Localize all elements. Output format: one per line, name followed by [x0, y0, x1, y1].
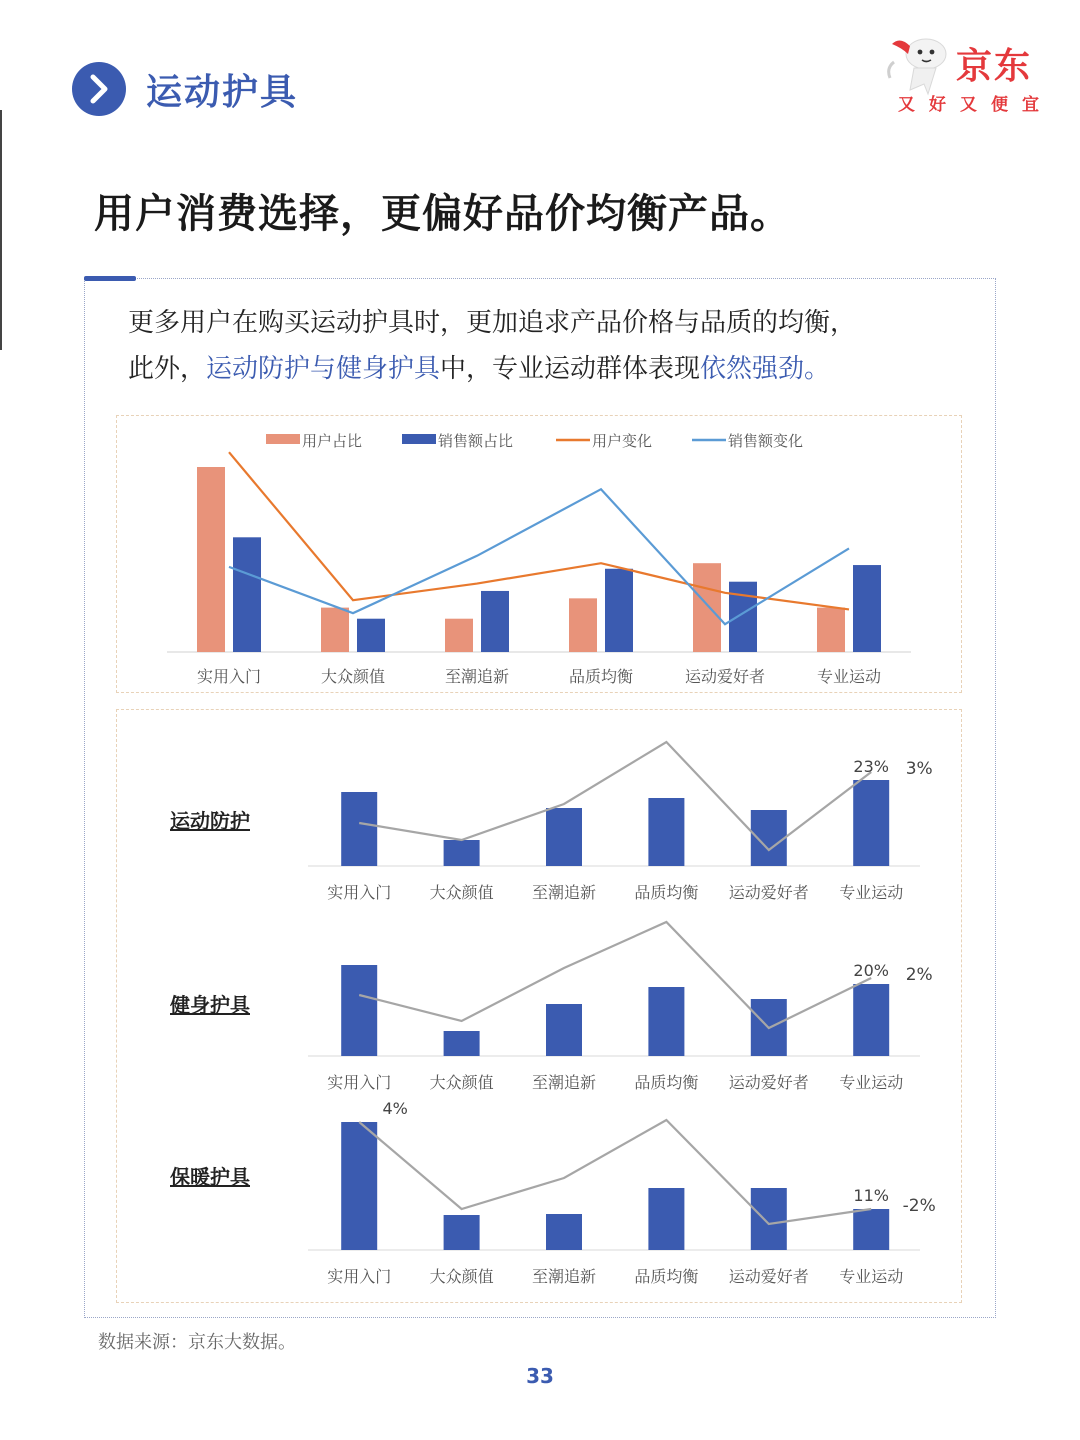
x-tick-label: 大众颜值 [429, 883, 494, 902]
data-label: 20% [853, 961, 889, 980]
bar [546, 1004, 582, 1056]
bar-user-share [569, 598, 597, 652]
bar-sales-share [357, 619, 385, 652]
bar [853, 780, 889, 866]
series-line [359, 1120, 871, 1224]
bar-sales-share [233, 537, 261, 652]
data-label: -2% [902, 1196, 936, 1216]
x-tick-label: 至潮追新 [444, 667, 510, 686]
bar-user-share [693, 563, 721, 652]
x-tick-label: 实用入门 [327, 1267, 392, 1286]
x-tick-label: 品质均衡 [634, 1267, 699, 1286]
intro-text: 此外， [128, 354, 207, 384]
x-tick-label: 实用入门 [327, 883, 392, 902]
bar [341, 965, 377, 1056]
x-tick-label: 至潮追新 [531, 1267, 597, 1286]
x-tick-label: 实用入门 [327, 1073, 392, 1092]
legend-swatch [402, 434, 436, 444]
bar [546, 1214, 582, 1250]
jd-slogan: 又好又便宜 [898, 95, 1053, 115]
bar [546, 808, 582, 866]
page-number: 33 [526, 1364, 554, 1388]
x-tick-label: 大众颜值 [320, 667, 386, 686]
data-label: 2% [905, 965, 933, 985]
x-tick-label: 运动爱好者 [684, 667, 766, 686]
intro-line-1: 更多用户在购买运动护具时，更加追求产品价格与品质的均衡， [128, 308, 857, 338]
row-label: 保暖护具 [170, 1165, 250, 1189]
bar [444, 840, 480, 866]
series-line [359, 922, 871, 1028]
x-tick-label: 专业运动 [839, 1267, 904, 1286]
x-tick-label: 运动爱好者 [728, 1073, 809, 1092]
x-tick-label: 专业运动 [839, 1073, 904, 1092]
data-label: 3% [905, 759, 933, 779]
x-tick-label: 品质均衡 [634, 1073, 699, 1092]
legend-label: 销售额变化 [728, 432, 804, 450]
legend-label: 用户占比 [302, 432, 363, 450]
x-tick-label: 专业运动 [816, 667, 882, 686]
bar-user-share [445, 619, 473, 652]
bar [341, 1122, 377, 1250]
bar-sales-share [481, 591, 509, 652]
bar-user-share [197, 467, 225, 652]
bar [444, 1031, 480, 1056]
bar-sales-share [729, 582, 757, 652]
data-label: 11% [853, 1186, 889, 1205]
x-tick-label: 大众颜值 [429, 1073, 494, 1092]
bar [648, 798, 684, 866]
row-label: 运动防护 [170, 809, 250, 833]
x-tick-label: 大众颜值 [429, 1267, 494, 1286]
bar [751, 1188, 787, 1250]
bar [648, 1188, 684, 1250]
data-source-note: 数据来源：京东大数据。 [98, 1332, 296, 1353]
x-tick-label: 品质均衡 [568, 667, 634, 686]
data-label: 4% [382, 1099, 408, 1118]
intro-highlight: 依然强劲。 [700, 354, 831, 384]
legend-swatch [266, 434, 300, 444]
legend-label: 销售额占比 [438, 432, 514, 450]
page-headline: 用户消费选择，更偏好品价均衡产品。 [94, 191, 791, 237]
intro-highlight: 运动防护与健身护具 [206, 354, 441, 384]
bar [648, 987, 684, 1056]
x-tick-label: 至潮追新 [531, 1073, 597, 1092]
bar [341, 792, 377, 866]
data-label: 23% [853, 757, 889, 776]
row-label: 健身护具 [170, 993, 250, 1017]
bar [853, 984, 889, 1056]
x-tick-label: 专业运动 [839, 883, 904, 902]
bar [853, 1209, 889, 1250]
bar-user-share [817, 608, 845, 652]
x-tick-label: 品质均衡 [634, 883, 699, 902]
bar-sales-share [853, 565, 881, 652]
x-tick-label: 运动爱好者 [728, 883, 809, 902]
x-tick-label: 实用入门 [196, 667, 262, 686]
intro-text: 中，专业运动群体表现 [440, 354, 701, 384]
bar-sales-share [605, 569, 633, 652]
section-title: 运动护具 [146, 72, 299, 113]
bar [444, 1215, 480, 1250]
bar-user-share [321, 608, 349, 652]
series-line [359, 742, 871, 850]
x-tick-label: 至潮追新 [531, 883, 597, 902]
x-tick-label: 运动爱好者 [728, 1267, 809, 1286]
legend-label: 用户变化 [592, 432, 653, 450]
jd-logo-text: 京东 [956, 46, 1033, 87]
